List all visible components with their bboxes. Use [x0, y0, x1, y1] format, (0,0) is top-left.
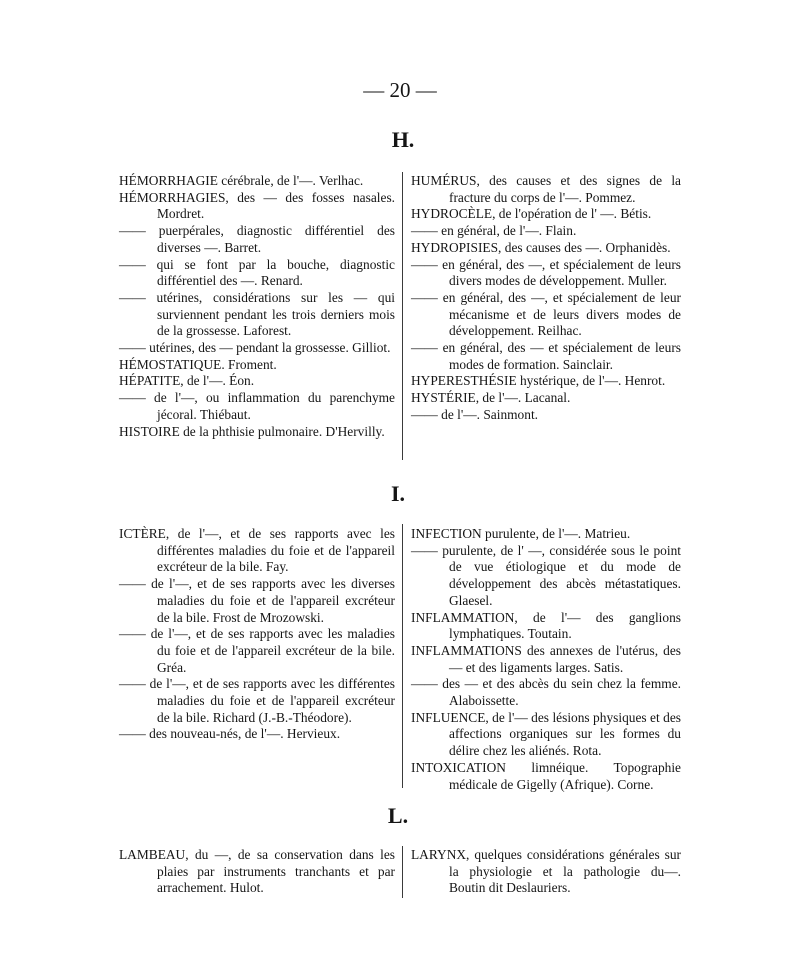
vertical-rule	[402, 524, 403, 788]
index-entry: HÉPATITE, de l'—. Éon.	[119, 373, 255, 389]
index-entry: —— en général, de l'—. Flain.	[411, 223, 577, 239]
index-entry: —— puerpérales, diagnostic différentiel des diverses —. Barret.	[119, 223, 395, 255]
index-entry: —— purulente, de l' —, considérée sous le point de vue étiologique et du mode de développement des abcès métastatiques. Glaesel.	[411, 542, 681, 608]
page-number: — 20 —	[363, 78, 437, 102]
index-entry: —— utérines, considérations sur les — qui surviennent pendant les trois derniers mois de la grossesse. Laforest.	[119, 289, 395, 339]
index-entry: —— de l'—, et de ses rapports avec les différentes maladies du foie et de l'appareil excréteur de la bile. Richard (J.-B.-Théodore).	[119, 676, 395, 725]
index-entry: INFECTION purulente, de l'—. Matrieu.	[411, 526, 631, 541]
index-entry: HISTOIRE de la phthisie pulmonaire. D'Hervilly.	[119, 423, 385, 439]
vertical-rule	[402, 172, 403, 460]
index-entry: HYSTÉRIE, de l'—. Lacanal.	[411, 390, 571, 406]
index-entry: INTOXICATION limnéique. Topographie médicale de Gigelly (Afrique). Corne.	[411, 759, 681, 792]
index-entry: —— des nouveau-nés, de l'—. Hervieux.	[119, 726, 341, 742]
section-letter-h: H.	[391, 127, 415, 152]
index-entry: —— de l'—, et de ses rapports avec les diverses maladies du foie et de l'appareil excréteur de la bile. Frost de Mrozowski.	[119, 576, 395, 625]
vertical-rule	[402, 846, 403, 898]
column-left	[119, 847, 395, 897]
index-entry: —— de l'—, et de ses rapports avec les maladies du foie et de l'appareil excréteur de la bile. Gréa.	[119, 626, 395, 675]
index-entry: HYDROCÈLE, de l'opération de l' —. Bétis.	[411, 206, 652, 222]
index-entry: HÉMORRHAGIES, des — des fosses nasales. Mordret.	[119, 189, 395, 222]
index-entry: —— de l'—, ou inflammation du parenchyme jécoral. Thiébaut.	[119, 390, 395, 422]
index-entry: —— en général, des — et spécialement de leurs modes de formation. Sainclair.	[411, 340, 681, 372]
index-entry: HYDROPISIES, des causes des —. Orphanidès.	[411, 239, 671, 255]
index-entry: INFLAMMATIONS des annexes de l'utérus, des — et des ligaments larges. Satis.	[411, 642, 681, 675]
index-entry: LAMBEAU, du —, de sa conservation dans les plaies par instruments tranchants et par arrachement. Hulot.	[119, 847, 395, 896]
index-entry: —— des — et des abcès du sein chez la femme. Alaboissette.	[411, 676, 681, 709]
index-entry: ICTÈRE, de l'—, et de ses rapports avec les différentes maladies du foie et de l'appareil excréteur de la bile. Fay.	[119, 526, 395, 575]
index-entry: HÉMORRHAGIE cérébrale, de l'—. Verlhac.	[119, 173, 364, 188]
index-entry: INFLAMMATION, de l'— des ganglions lymphatiques. Toutain.	[411, 609, 681, 642]
index-entry: INFLUENCE, de l'— des lésions physiques et des affections organiques sur les formes du délire chez les aliénés. Rota.	[411, 709, 681, 759]
index-entry: HÉMOSTATIQUE. Froment.	[119, 356, 277, 372]
column-right	[411, 173, 681, 424]
column-left	[119, 173, 395, 440]
index-entry: —— qui se font par la bouche, diagnostic différentiel des —. Renard.	[119, 256, 395, 289]
index-entry: HYPERESTHÉSIE hystérique, de l'—. Henrot.	[411, 373, 666, 389]
index-entry: LARYNX, quelques considérations générales sur la physiologie et la pathologie du—. Boutin dit Deslauriers.	[411, 847, 681, 896]
index-entry: —— utérines, des — pendant la grossesse. Gilliot.	[119, 340, 391, 356]
column-left	[119, 526, 395, 743]
index-entry: —— en général, des —, et spécialement de leur mécanisme et de leurs divers modes de développement. Reilhac.	[411, 289, 681, 339]
column-right	[411, 847, 681, 897]
index-entry: HUMÉRUS, des causes et des signes de la fracture du corps de l'—. Pommez.	[411, 173, 681, 205]
section-letter-l: L.	[387, 803, 409, 828]
section-letter-i: I.	[390, 481, 406, 506]
index-entry: —— en général, des —, et spécialement de leurs divers modes de développement. Muller.	[411, 256, 681, 289]
column-right	[411, 526, 681, 793]
index-entry: —— de l'—. Sainmont.	[411, 406, 539, 422]
